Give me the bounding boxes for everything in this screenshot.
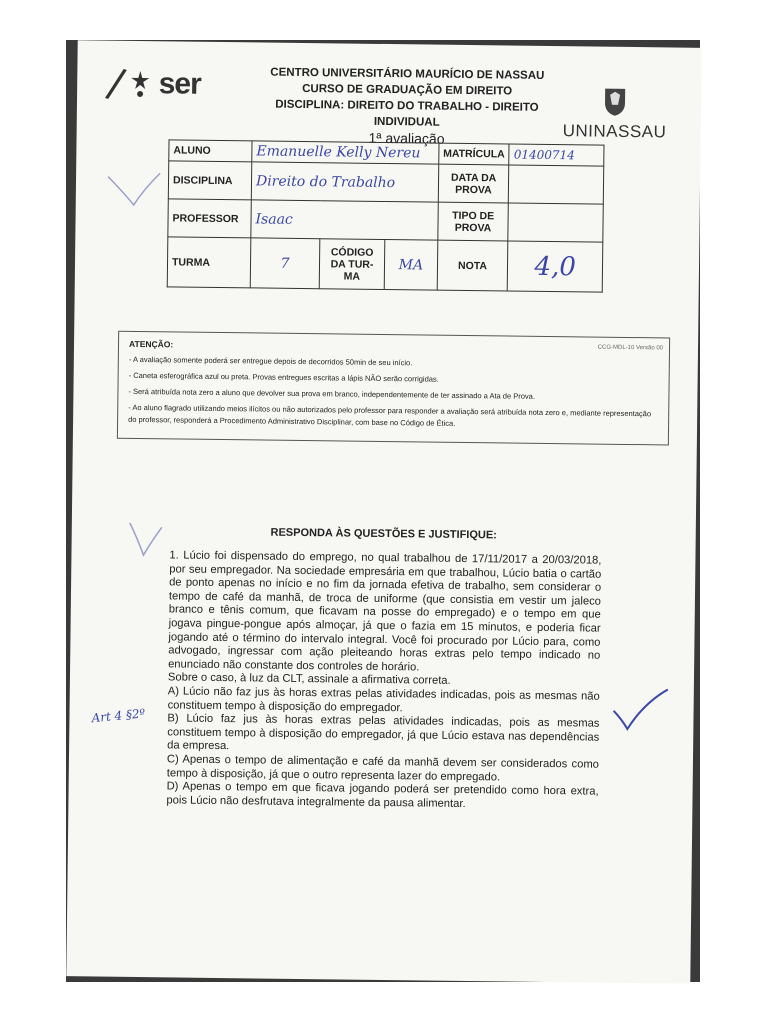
aluno-label: ALUNO xyxy=(169,140,252,162)
form-code: CCG-MDL-10 Versão 00 xyxy=(597,344,664,352)
section-title: RESPONDA ÀS QUESTÕES E JUSTIFIQUE: xyxy=(270,526,497,542)
matricula-value: 01400714 xyxy=(509,144,604,166)
turma-value: 7 xyxy=(250,238,320,289)
question-1 xyxy=(166,549,601,813)
nota-label: NOTA xyxy=(437,240,508,291)
professor-value: Isaac xyxy=(251,200,438,240)
codigo-value: MA xyxy=(384,239,437,290)
attention-box xyxy=(117,331,670,446)
uninassau-text: UNINASSAU xyxy=(562,121,667,142)
attention-item: - Ao aluno flagrado utilizando meios ilícitos ou não autorizados pelo professor para responder a avaliação será atribuída nota zero e, mediante representação do professor, responderá a Procedimento Administrativo Disciplinar, com base no Código de Ética. xyxy=(128,402,652,428)
question-prompt: Sobre o caso, à luz da CLT, assinale a afirmativa correta. xyxy=(167,671,451,688)
uninassau-logo xyxy=(563,86,667,142)
exam-header xyxy=(256,64,557,148)
discipline-name: DISCIPLINA: DIREITO DO TRABALHO - DIREITO INDIVIDUAL xyxy=(275,98,539,129)
option-b: B) Lúcio faz jus às horas extras pelas atividades indicadas, pois as mesmas constituem tempo à disposição do empregador, já que Lúcio estava nas dependências da empresa. xyxy=(167,712,600,753)
data-label: DATA DA PROVA xyxy=(438,164,509,203)
disciplina-label: DISCIPLINA xyxy=(168,161,251,200)
pen-mark: / xyxy=(103,59,129,108)
disciplina-value: Direito do Trabalho xyxy=(251,162,438,202)
turma-label: TURMA xyxy=(167,237,251,288)
codigo-label: CÓDIGO DA TUR-MA xyxy=(319,239,385,290)
option-c: C) Apenas o tempo de alimentação e café da manhã devem ser considerados como tempo à disposição, já que o outro representa lazer do empregado. xyxy=(166,753,600,783)
institution-name: CENTRO UNIVERSITÁRIO MAURÍCIO DE NASSAU xyxy=(270,66,545,82)
tipo-value xyxy=(508,203,603,242)
ser-logo xyxy=(103,59,201,108)
nota-value: 4,0 xyxy=(508,241,603,292)
data-value xyxy=(509,165,604,204)
professor-label: PROFESSOR xyxy=(168,199,251,238)
attention-item: - Será atribuída nota zero a aluno que devolver sua prova em branco, independentemente de ter assinado a Ata de Prova. xyxy=(128,386,536,401)
checkmark-icon xyxy=(125,519,165,559)
star-person-icon xyxy=(129,69,153,99)
exam-sheet xyxy=(66,40,701,984)
attention-item: - Caneta esferográfica azul ou preta. Provas entregues escritas a lápis NÃO serão corrigidas. xyxy=(128,370,439,384)
checkmark-icon xyxy=(104,171,164,212)
option-d: D) Apenas o tempo em que ficava jogando poderá ser pretendido como hora extra, pois Lúcio não desfrutava integralmente da pausa alimentar. xyxy=(166,780,599,810)
crest-icon xyxy=(603,87,627,117)
option-a: A) Lúcio não faz jus às horas extras pelas atividades indicadas, pois as mesmas não constituem tempo à disposição do empregador. xyxy=(167,685,600,714)
course-name: CURSO DE GRADUAÇÃO EM DIREITO xyxy=(302,82,513,98)
question-text: 1. Lúcio foi dispensado do emprego, no qual trabalhou de 17/11/2017 a 20/03/2018, por seu empregador. Na sociedade empresária em que trabalhou, Lúcio batia o cartão de ponto apenas no início e no fim da jornada efetiva de trabalho, sem considerar o tempo de café da manhã, de troca de uniforme (que consistia em vestir um jaleco branco e tênis comum, que ficavam na posse do empregado) e o tempo em que jogava pingue-pongue após almoçar, já que o fazia em 15 minutos, e poderia ficar jogando até o término do intervalo integral. Você foi procurado por Lúcio para, como advogado, ingressar com ação pleiteando horas extras pelo tempo indicado no enunciado não constante dos controles de horário. xyxy=(168,549,602,674)
aluno-value: Emanuelle Kelly Nereu xyxy=(252,141,439,164)
correct-checkmark-icon xyxy=(609,687,670,736)
student-info-table xyxy=(167,139,605,292)
attention-item: - A avaliação somente poderá ser entregue depois de decorridos 50min de seu início. xyxy=(128,354,413,368)
margin-annotation: Art 4 §2º xyxy=(90,706,146,726)
evaluation-label: 1ª avaliação xyxy=(368,129,445,147)
matricula-label: MATRÍCULA xyxy=(438,143,509,165)
ser-logo-text: ser xyxy=(158,67,201,101)
attention-title: ATENÇÃO: xyxy=(128,338,174,350)
tipo-label: TIPO DE PROVA xyxy=(438,202,509,241)
